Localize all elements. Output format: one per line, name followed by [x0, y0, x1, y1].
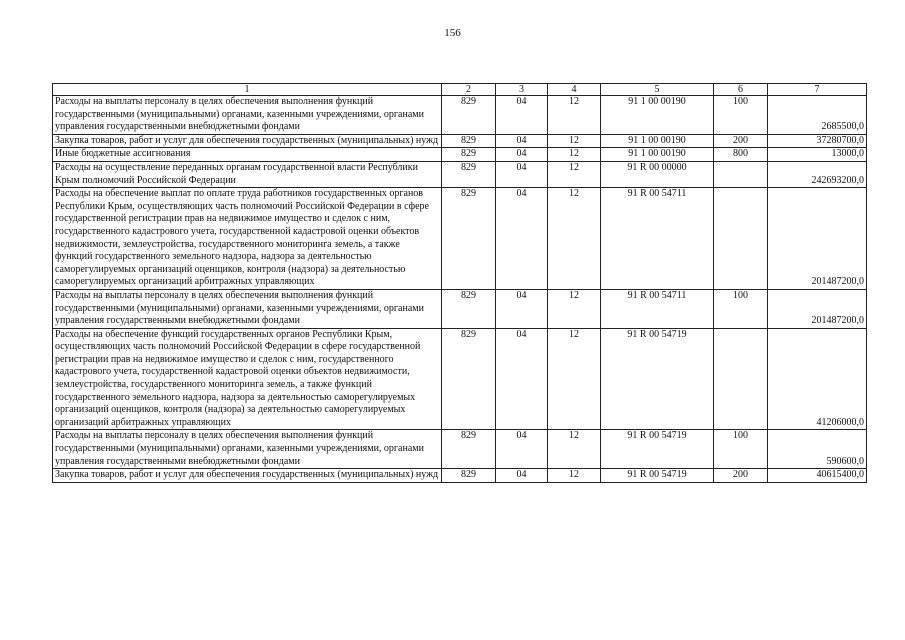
- target-article-code: 91 R 00 54719: [601, 430, 714, 469]
- target-article-code: 91 R 00 54711: [601, 188, 714, 290]
- ministry-code: 829: [442, 134, 496, 148]
- expense-type-code: 100: [714, 289, 768, 328]
- target-article-code: 91 R 00 54711: [601, 289, 714, 328]
- table-row: [53, 469, 867, 483]
- ministry-code: 829: [442, 469, 496, 483]
- ministry-code: 829: [442, 161, 496, 187]
- page-number: 156: [444, 27, 461, 39]
- subsection-code: 12: [548, 148, 601, 162]
- table-row: [53, 96, 867, 135]
- budget-table: [52, 83, 867, 483]
- ministry-code: 829: [442, 148, 496, 162]
- expense-name: Закупка товаров, работ и услуг для обеспечения государственных (муниципальных) нужд: [53, 469, 442, 483]
- expense-type-code: 200: [714, 134, 768, 148]
- header-row: [53, 84, 867, 96]
- ministry-code: 829: [442, 328, 496, 430]
- amount: 201487200,0: [768, 188, 867, 290]
- subsection-code: 12: [548, 328, 601, 430]
- header-cell: 3: [496, 84, 548, 96]
- expense-name: Расходы на обеспечение функций государственных органов Республики Крым, осуществляющих часть полномочий Российской Федерации в сфере государственной регистрации прав на недвижимое имущество и сделок с ним, государственного кадастрового учета, государственной кадастровой оценки объектов недвижимости, землеустройства, государственного мониторинга земель, а также функций государственного земельного надзора, надзора за деятельностью саморегулируемых организаций оценщиков, контроля (надзора) за деятельностью саморегулируемых организаций арбитражных управляющих: [53, 328, 442, 430]
- expense-type-code: 800: [714, 148, 768, 162]
- amount: 40615400,0: [768, 469, 867, 483]
- subsection-code: 12: [548, 161, 601, 187]
- section-code: 04: [496, 328, 548, 430]
- subsection-code: 12: [548, 289, 601, 328]
- table-row: [53, 148, 867, 162]
- subsection-code: 12: [548, 96, 601, 135]
- expense-name: Расходы на выплаты персоналу в целях обеспечения выполнения функций государственными (муниципальными) органами, казенными учреждениями, органами управления государственными внебюджетными фондами: [53, 430, 442, 469]
- target-article-code: 91 R 00 54719: [601, 469, 714, 483]
- section-code: 04: [496, 134, 548, 148]
- amount: 201487200,0: [768, 289, 867, 328]
- section-code: 04: [496, 148, 548, 162]
- amount: 13000,0: [768, 148, 867, 162]
- section-code: 04: [496, 161, 548, 187]
- table-row: [53, 161, 867, 187]
- amount: 2685500,0: [768, 96, 867, 135]
- subsection-code: 12: [548, 188, 601, 290]
- header-cell: 4: [548, 84, 601, 96]
- section-code: 04: [496, 469, 548, 483]
- header-cell: 5: [601, 84, 714, 96]
- subsection-code: 12: [548, 430, 601, 469]
- section-code: 04: [496, 430, 548, 469]
- expense-type-code: 100: [714, 430, 768, 469]
- target-article-code: 91 1 00 00190: [601, 148, 714, 162]
- expense-name: Расходы на выплаты персоналу в целях обеспечения выполнения функций государственными (муниципальными) органами, казенными учреждениями, органами управления государственными внебюджетными фондами: [53, 96, 442, 135]
- target-article-code: 91 R 00 54719: [601, 328, 714, 430]
- subsection-code: 12: [548, 469, 601, 483]
- expense-type-code: [714, 188, 768, 290]
- target-article-code: 91 1 00 00190: [601, 134, 714, 148]
- table-row: [53, 328, 867, 430]
- expense-name: Расходы на обеспечение выплат по оплате труда работников государственных органов Республики Крым, осуществляющих часть полномочий Российской Федерации в сфере государственной регистрации прав на недвижимое имущество и сделок с ним, государственного кадастрового учета, государственной кадастровой оценки объектов недвижимости, землеустройства, государственного мониторинга земель, а также функций государственного земельного надзора, надзора за деятельностью саморегулируемых организаций оценщиков, контроля (надзора) за деятельностью саморегулируемых организаций арбитражных управляющих: [53, 188, 442, 290]
- ministry-code: 829: [442, 188, 496, 290]
- expense-name: Расходы на осуществление переданных органам государственной власти Республики Крым полномочий Российской Федерации: [53, 161, 442, 187]
- target-article-code: 91 R 00 00000: [601, 161, 714, 187]
- section-code: 04: [496, 96, 548, 135]
- header-cell: 6: [714, 84, 768, 96]
- expense-name: Расходы на выплаты персоналу в целях обеспечения выполнения функций государственными (муниципальными) органами, казенными учреждениями, органами управления государственными внебюджетными фондами: [53, 289, 442, 328]
- expense-name: Закупка товаров, работ и услуг для обеспечения государственных (муниципальных) нужд: [53, 134, 442, 148]
- header-cell: 2: [442, 84, 496, 96]
- amount: 242693200,0: [768, 161, 867, 187]
- section-code: 04: [496, 289, 548, 328]
- ministry-code: 829: [442, 289, 496, 328]
- expense-type-code: [714, 161, 768, 187]
- expense-name: Иные бюджетные ассигнования: [53, 148, 442, 162]
- ministry-code: 829: [442, 430, 496, 469]
- section-code: 04: [496, 188, 548, 290]
- table-row: [53, 289, 867, 328]
- ministry-code: 829: [442, 96, 496, 135]
- target-article-code: 91 1 00 00190: [601, 96, 714, 135]
- expense-type-code: [714, 328, 768, 430]
- amount: 37280700,0: [768, 134, 867, 148]
- amount: 41206000,0: [768, 328, 867, 430]
- header-cell: 1: [53, 84, 442, 96]
- amount: 590600,0: [768, 430, 867, 469]
- table-row: [53, 134, 867, 148]
- subsection-code: 12: [548, 134, 601, 148]
- expense-type-code: 200: [714, 469, 768, 483]
- header-cell: 7: [768, 84, 867, 96]
- expense-type-code: 100: [714, 96, 768, 135]
- table-row: [53, 430, 867, 469]
- table-row: [53, 188, 867, 290]
